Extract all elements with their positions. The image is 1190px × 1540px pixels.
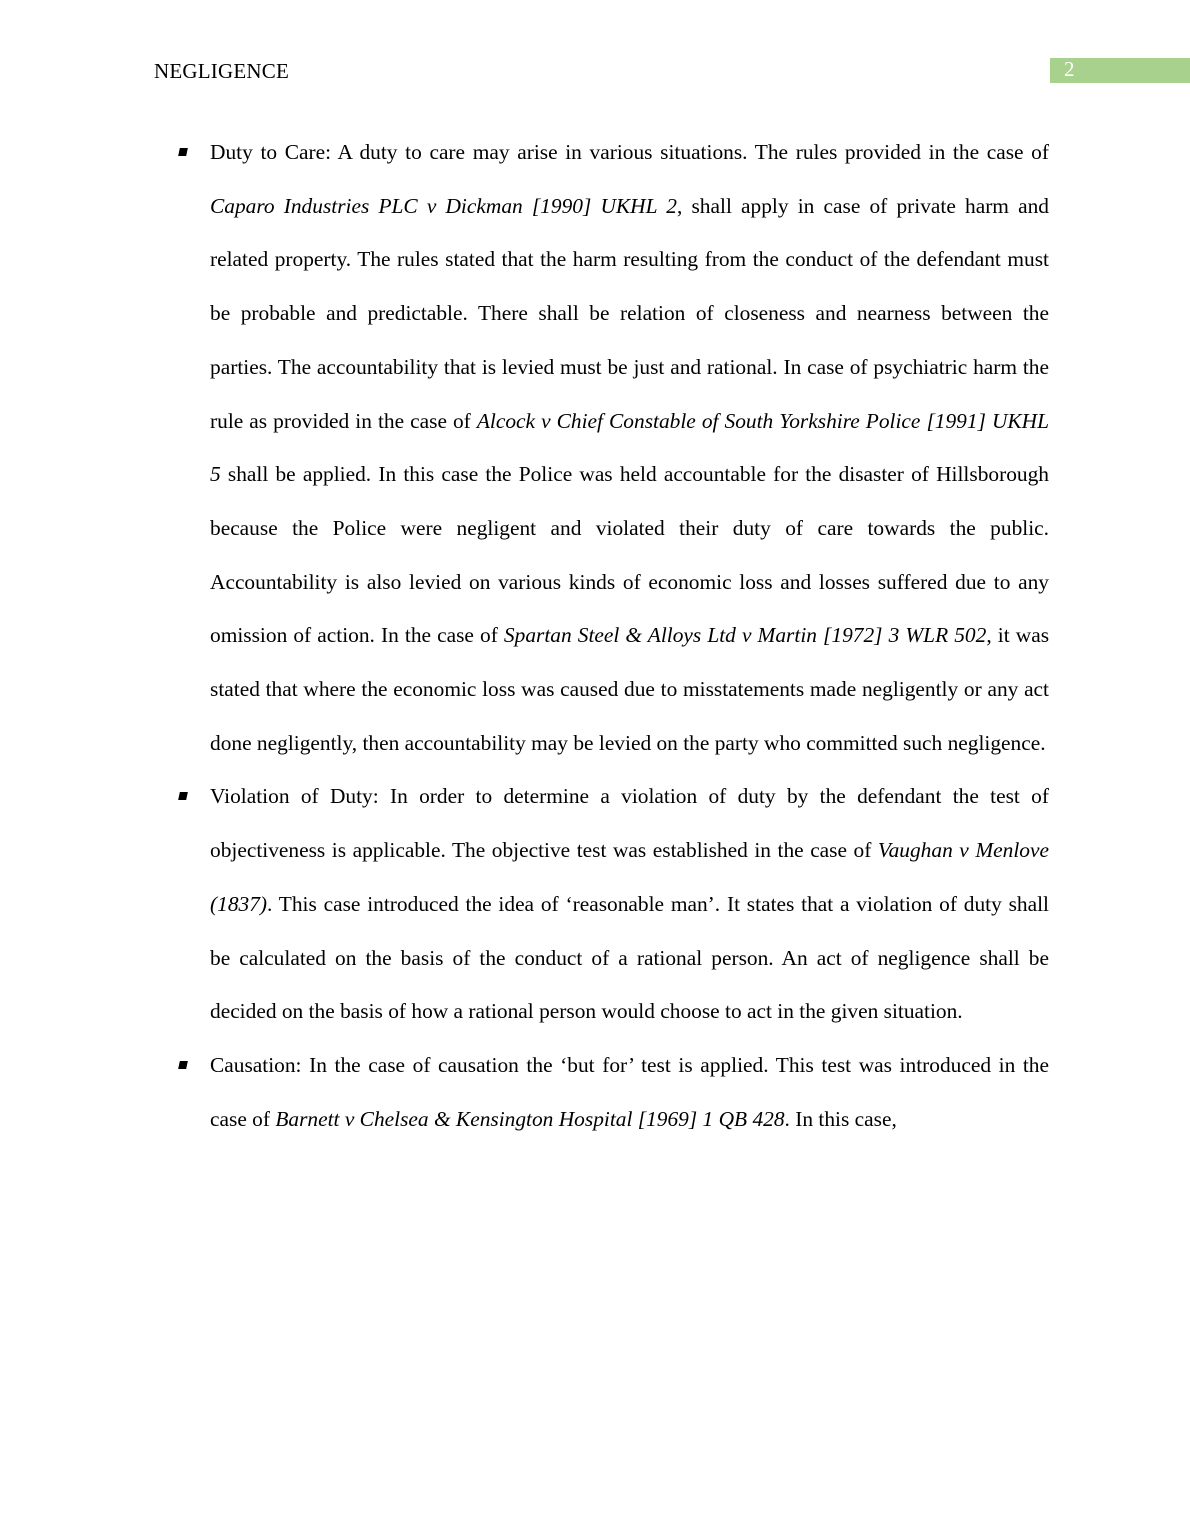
text-segment: Causation: In the case of causation the ‘but for’ test is applied. This test was introduced in the case of [210, 1052, 1049, 1131]
case-citation: Spartan Steel & Alloys Ltd v Martin [1972] 3 WLR 502 [503, 623, 987, 648]
case-citation: Caparo Industries PLC v Dickman [1990] UKHL 2 [210, 193, 677, 218]
page-number-badge [1050, 58, 1190, 83]
text-segment: . In this case, [784, 1106, 897, 1131]
case-citation: Barnett v Chelsea & Kensington Hospital [1969] 1 QB 428 [275, 1106, 785, 1131]
text-segment: . This case introduced the idea of ‘reasonable man’. It states that a violation of duty shall be calculated on the basis of the conduct of a rational person. An act of negligence shall be decided on the basis of how a rational person would choose to act in the given situation. [210, 891, 1049, 1024]
case-citation: Alcock v Chief Constable of South Yorkshire Police [1991] UKHL 5 [210, 408, 1049, 487]
bullet-paragraph [210, 1039, 1049, 1146]
header-title: NEGLIGENCE [154, 59, 289, 83]
bullet-list [0, 126, 1190, 1146]
square-bullet-icon [178, 792, 188, 800]
text-segment: Violation of Duty: In order to determine a violation of duty by the defendant the test of objectiveness is applicable. The objective test was established in the case of [210, 784, 1049, 863]
text-segment: , shall apply in case of private harm and related property. The rules stated that the harm resulting from the conduct of the defendant must be probable and predictable. There shall be relation of closeness and nearness between the parties. The accountability that is levied must be just and rational. In case of psychiatric harm the rule as provided in the case of [210, 193, 1049, 433]
page-number: 2 [1064, 57, 1075, 81]
text-segment: shall be applied. In this case the Police was held accountable for the disaster of Hillsborough because the Police were negligent and violated their duty of care towards the public. Accountability is also levied on various kinds of economic loss and losses suffered due to any omission of action. In the case of [210, 462, 1049, 648]
square-bullet-icon [178, 1061, 188, 1069]
bullet-item-duty-to-care [0, 126, 1190, 770]
bullet-item-violation-of-duty [0, 770, 1190, 1039]
text-segment: Duty to Care: A duty to care may arise in various situations. The rules provided in the case of [210, 140, 1049, 164]
case-citation: Vaughan v Menlove (1837) [210, 838, 1049, 916]
square-bullet-icon [178, 148, 188, 156]
text-segment: , it was stated that where the economic loss was caused due to misstatements made negligently or any act done negligently, then accountability may be levied on the party who committed such negligence. [210, 623, 1050, 755]
bullet-paragraph [210, 770, 1049, 1039]
bullet-item-causation [0, 1039, 1190, 1146]
bullet-paragraph [210, 126, 1049, 770]
